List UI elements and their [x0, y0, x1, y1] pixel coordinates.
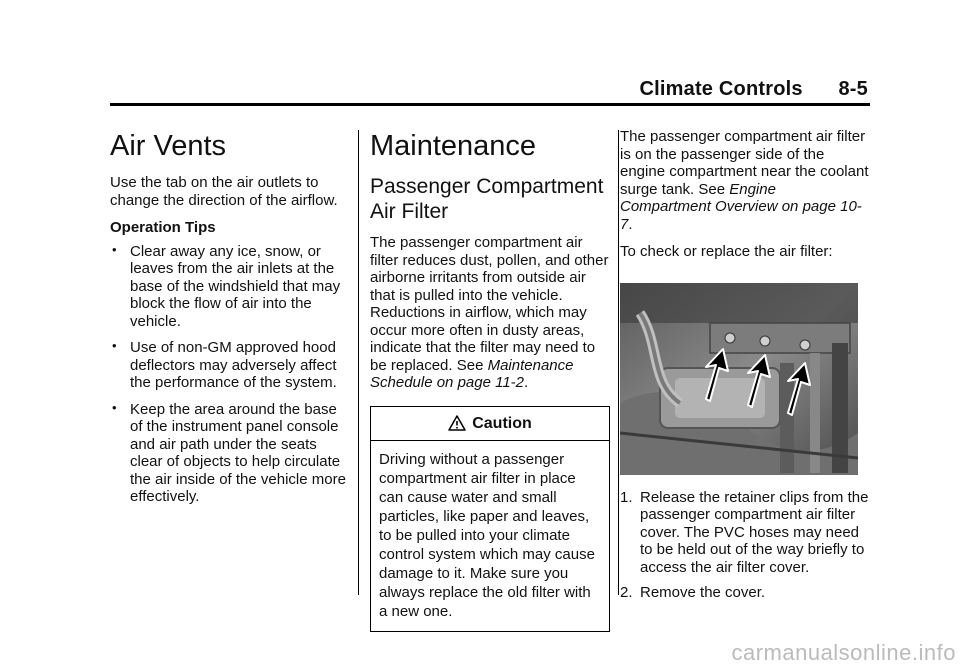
engine-compartment-photo [620, 283, 858, 475]
operation-tips-list [110, 243, 346, 506]
check-instruction: To check or replace the air filter: [620, 243, 833, 260]
page-header [639, 78, 868, 101]
filter-location-text: The passenger compartment air filter is on the passenger side of the engine compartment near the coolant surge tank. See [620, 128, 869, 198]
list-item [620, 584, 870, 602]
watermark: carmanualsonline.info [731, 640, 956, 665]
air-vents-intro: Use the tab on the air outlets to change the direction of the airflow. [110, 174, 338, 209]
caution-text: Driving without a passenger compartment air filter in place can cause water and small particles, like paper and leaves, to be pulled into your climate control system which may cause damage to it. Make sure you always replace the old filter with a new one. [379, 451, 595, 620]
list-item: • Keep the area around the base of the instrument panel console and air path under the seats clear of objects to help circulate the air inside of the vehicle more effectively. [110, 401, 346, 506]
list-item: • Use of non-GM approved hood deflectors may adversely affect the performance of the system. [110, 339, 346, 392]
column-divider [358, 130, 359, 595]
filter-steps-list [620, 489, 870, 602]
step-text: Release the retainer clips from the passenger compartment air filter cover. The PVC hoses may need to be held out of the way briefly to access the air filter cover. [640, 488, 869, 576]
list-item [620, 489, 870, 577]
operation-tips-heading: Operation Tips [110, 219, 216, 236]
maintenance-heading: Maintenance [370, 130, 537, 162]
section-title: Climate Controls [639, 78, 803, 100]
caution-header [371, 407, 609, 442]
page-number: 8-5 [838, 78, 868, 100]
filter-location-end: . [628, 215, 633, 233]
filter-location [620, 128, 870, 233]
filter-description [370, 234, 610, 392]
list-item: • Clear away any ice, snow, or leaves from the air inlets at the base of the windshield that may block the flow of air into the vehicle. [110, 243, 346, 331]
filter-description-end: . [524, 374, 529, 391]
column-filter-steps [620, 128, 870, 610]
filter-description-text: The passenger compartment air filter reduces dust, pollen, and other airborne irritants from outside air that is pulled into the vehicle. Reductions in airflow, which may occur more often in dusty areas, indicate that the filter may need to be replaced. See [370, 234, 609, 374]
warning-icon [448, 415, 466, 431]
air-vents-heading: Air Vents [110, 130, 227, 162]
caution-title: Caution [472, 414, 532, 432]
caution-box [370, 406, 610, 633]
column-divider [618, 130, 619, 595]
column-maintenance [370, 128, 610, 632]
column-air-vents [110, 128, 346, 515]
engine-compartment-ref[interactable]: Engine Compartment Overview on page 10-7 [620, 180, 862, 233]
maintenance-schedule-ref[interactable]: Maintenance Schedule on page 11-2 [370, 356, 574, 391]
filter-subheading: Passenger Compartment Air Filter [370, 175, 604, 223]
header-rule [110, 103, 870, 106]
step-text: Remove the cover. [640, 584, 766, 601]
